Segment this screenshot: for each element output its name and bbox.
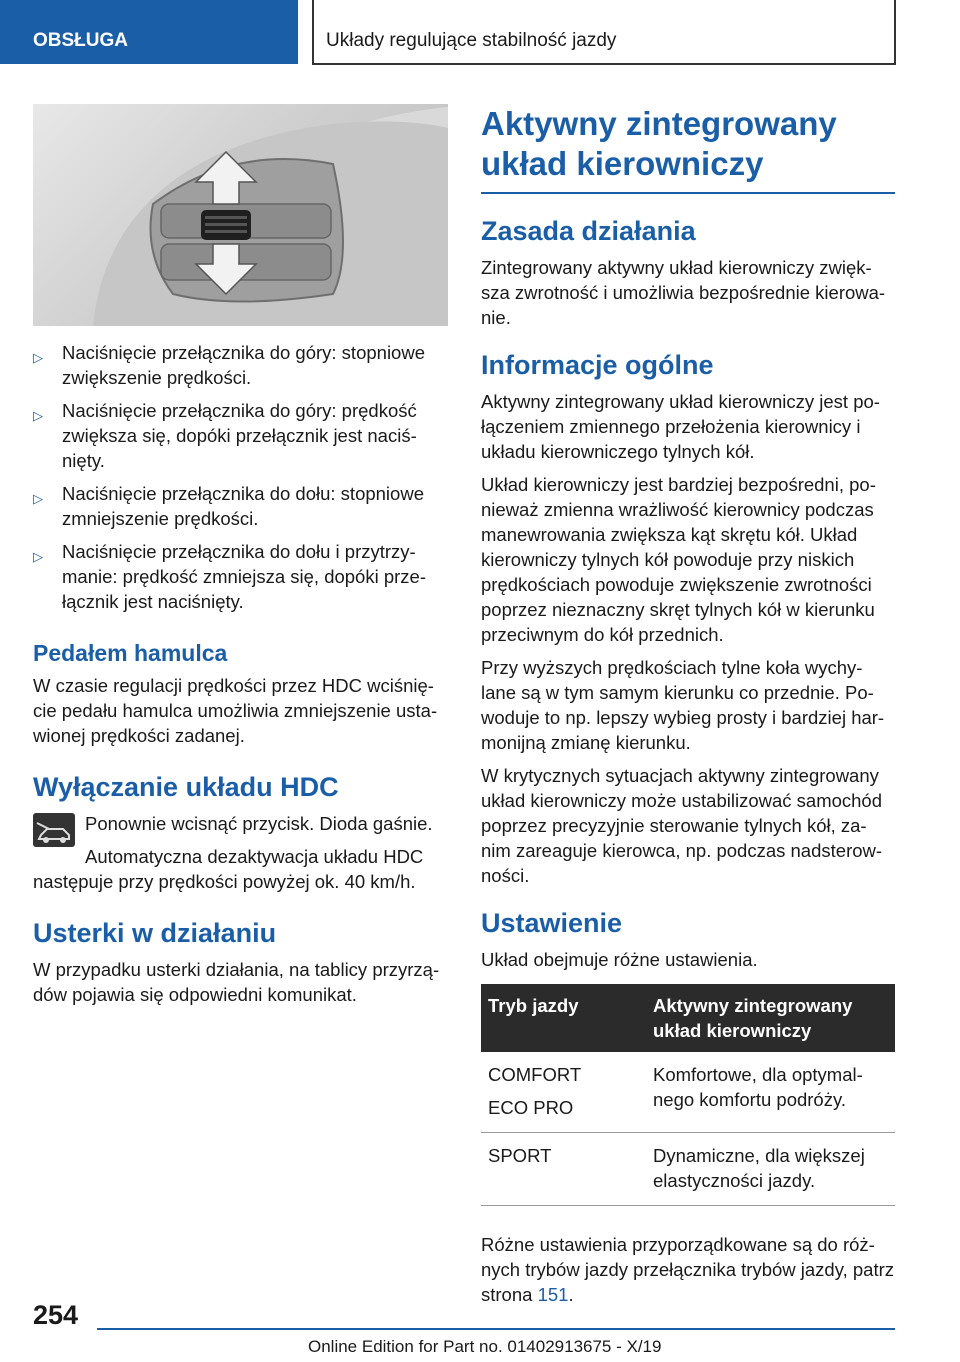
page-reference-link[interactable]: 151 xyxy=(537,1284,569,1305)
chapter-title: Układy regulujące stabilność jazdy xyxy=(326,30,617,51)
general-paragraph: W krytycznych sytuacjach aktywny zintegrowany układ kierowniczy może ustabilizować samochód poprzez precyzyjnie sterowanie tylnych kół, za-nim zareaguje kierowca, np. podczas nadsterow-ności. xyxy=(481,765,883,886)
hdc-off-row xyxy=(33,811,448,836)
table-header-steering: Aktywny zintegrowany układ kierowniczy xyxy=(646,984,895,1052)
general-heading: Informacje ogólne xyxy=(481,350,714,380)
triangle-bullet-icon: ▷ xyxy=(33,350,43,365)
footer-rule xyxy=(97,1328,895,1330)
fault-heading: Usterki w działaniu xyxy=(33,918,277,948)
table-cell-mode: COMFORT ECO PRO xyxy=(481,1052,646,1133)
closing-text: Różne ustawienia przyporządkowane są do róż-nych trybów jazdy przełącznika trybów jazdy, patrz strona 151. xyxy=(481,1234,894,1305)
general-paragraph: Przy wyższych prędkościach tylne koła wychy-lane są w tym samym kierunku co przednie. Po-woduje to np. lepszy wybieg prosty i bardziej har-monijną zmianę kierunku. xyxy=(481,657,885,753)
settings-table xyxy=(481,984,895,1206)
edition-footer: Online Edition for Part no. 01402913675 - X/19 xyxy=(308,1337,662,1356)
section-tab: OBSŁUGA xyxy=(0,0,298,64)
bullet-list xyxy=(33,340,448,614)
triangle-bullet-icon: ▷ xyxy=(33,408,43,423)
right-column xyxy=(481,104,895,1315)
brake-heading: Pedałem hamulca xyxy=(33,640,228,666)
general-paragraph: Aktywny zintegrowany układ kierowniczy jest po-łączeniem zmiennego przełożenia kierownicy i układu kierowniczego tylnych kół. xyxy=(481,391,880,462)
steering-wheel-switch-photo xyxy=(33,104,448,326)
header-rule xyxy=(312,63,896,65)
table-cell-mode: SPORT xyxy=(481,1133,646,1206)
hdc-off-heading: Wyłączanie układu HDC xyxy=(33,772,339,802)
triangle-bullet-icon: ▷ xyxy=(33,491,43,506)
list-item: ▷ Naciśnięcie przełącznika do dołu i przytrzy-manie: prędkość zmniejsza się, dopóki prze-łącznik jest naciśnięty. xyxy=(33,541,426,612)
general-paragraph: Układ kierowniczy jest bardziej bezpośredni, po-nieważ zmienna wrażliwość kierownicy podczas manewrowania zwiększa kąt skrętu kół. Układ kierowniczy tylnych kół powoduje przy niskich prędkościach powoduje zwiększenie zwrotności poprzez nieznaczny skręt tylnych kół w kierunku przeciwnym do kół przednich. xyxy=(481,474,876,645)
list-item: ▷ Naciśnięcie przełącznika do góry: prędkość zwiększa się, dopóki przełącznik jest naciś-nięty. xyxy=(33,400,417,471)
principle-heading: Zasada działania xyxy=(481,216,696,246)
left-column xyxy=(33,104,448,1015)
table-row xyxy=(481,1052,895,1133)
settings-text: Układ obejmuje różne ustawienia. xyxy=(481,949,758,970)
hdc-button-icon xyxy=(33,813,75,847)
section-title: Aktywny zintegrowany układ kierowniczy xyxy=(481,104,895,194)
speed-switch-illustration xyxy=(33,104,448,326)
list-item: ▷ Naciśnięcie przełącznika do dołu: stopniowe zmniejszenie prędkości. xyxy=(33,483,424,529)
triangle-bullet-icon: ▷ xyxy=(33,549,43,564)
settings-heading: Ustawienie xyxy=(481,908,623,938)
list-item: ▷ Naciśnięcie przełącznika do góry: stopniowe zwiększenie prędkości. xyxy=(33,342,425,388)
header-divider xyxy=(312,0,314,64)
fault-text: W przypadku usterki działania, na tablicy przyrzą-dów pojawia się odpowiedni komunikat. xyxy=(33,959,440,1005)
principle-text: Zintegrowany aktywny układ kierowniczy zwięk-sza zwrotność i umożliwia bezpośrednie kierowa-nie. xyxy=(481,257,886,328)
table-cell-desc: Komfortowe, dla optymal-nego komfortu podróży. xyxy=(646,1052,895,1133)
brake-text: W czasie regulacji prędkości przez HDC wciśnię-cie pedału hamulca umożliwia zmniejszenie usta-wionej prędkości zadanej. xyxy=(33,675,438,746)
table-row xyxy=(481,1133,895,1206)
hdc-off-text: Ponownie wcisnąć przycisk. Dioda gaśnie. xyxy=(85,813,433,834)
table-header-mode: Tryb jazdy xyxy=(481,984,646,1052)
hdc-auto-off-text: Automatyczna dezaktywacja układu HDC następuje przy prędkości powyżej ok. 40 km/h. xyxy=(33,846,424,892)
table-cell-desc: Dynamiczne, dla większej elastyczności jazdy. xyxy=(646,1133,895,1206)
page-number: 254 xyxy=(33,1300,79,1330)
header-rule-right xyxy=(894,0,896,65)
